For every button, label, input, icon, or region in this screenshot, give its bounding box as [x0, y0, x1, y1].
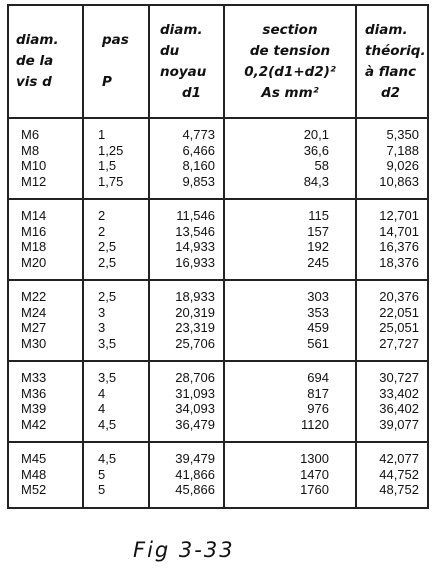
pitch-cell: 2	[83, 224, 149, 240]
thread-size-cell: M14	[8, 199, 83, 224]
thread-size-cell: M30	[8, 336, 83, 362]
pitch-cell: 3,5	[83, 361, 149, 386]
table-row	[8, 417, 428, 443]
thread-size-cell: M33	[8, 361, 83, 386]
table-row	[8, 199, 428, 224]
tensile-section-cell: 303	[224, 280, 356, 305]
table-row	[8, 255, 428, 281]
table-row	[8, 320, 428, 336]
thread-size-cell: M24	[8, 305, 83, 321]
core-diameter-cell: 9,853	[149, 174, 224, 200]
thread-size-cell: M20	[8, 255, 83, 281]
pitch-diameter-cell: 7,188	[356, 143, 428, 159]
thread-size-cell: M48	[8, 467, 83, 483]
core-diameter-cell: 25,706	[149, 336, 224, 362]
core-diameter-cell: 34,093	[149, 401, 224, 417]
tensile-section-cell: 1120	[224, 417, 356, 443]
pitch-cell: 5	[83, 467, 149, 483]
tensile-section-cell: 245	[224, 255, 356, 281]
pitch-diameter-cell: 12,701	[356, 199, 428, 224]
table-row	[8, 158, 428, 174]
table-row	[8, 482, 428, 508]
pitch-cell: 3,5	[83, 336, 149, 362]
thread-group	[8, 199, 428, 280]
header-diam-vis: diam. de la vis d	[8, 5, 83, 118]
thread-size-cell: M8	[8, 143, 83, 159]
pitch-diameter-cell: 5,350	[356, 118, 428, 143]
pitch-diameter-cell: 22,051	[356, 305, 428, 321]
pitch-diameter-cell: 18,376	[356, 255, 428, 281]
pitch-diameter-cell: 44,752	[356, 467, 428, 483]
tensile-section-cell: 1300	[224, 442, 356, 467]
metric-thread-table	[7, 4, 429, 509]
table-row	[8, 143, 428, 159]
tensile-section-cell: 976	[224, 401, 356, 417]
core-diameter-cell: 28,706	[149, 361, 224, 386]
table-row	[8, 174, 428, 200]
pitch-cell: 1,25	[83, 143, 149, 159]
pitch-diameter-cell: 42,077	[356, 442, 428, 467]
pitch-diameter-cell: 16,376	[356, 239, 428, 255]
pitch-cell: 1,5	[83, 158, 149, 174]
pitch-cell: 5	[83, 482, 149, 508]
table-row	[8, 361, 428, 386]
thread-group	[8, 280, 428, 361]
tensile-section-cell: 1470	[224, 467, 356, 483]
tensile-section-cell: 20,1	[224, 118, 356, 143]
pitch-cell: 2,5	[83, 239, 149, 255]
table-row	[8, 401, 428, 417]
table-row	[8, 467, 428, 483]
pitch-diameter-cell: 9,026	[356, 158, 428, 174]
pitch-cell: 2	[83, 199, 149, 224]
tensile-section-cell: 84,3	[224, 174, 356, 200]
figure-caption: Fig 3-33	[133, 538, 235, 562]
pitch-cell: 2,5	[83, 255, 149, 281]
pitch-diameter-cell: 39,077	[356, 417, 428, 443]
core-diameter-cell: 18,933	[149, 280, 224, 305]
thread-size-cell: M22	[8, 280, 83, 305]
pitch-cell: 1	[83, 118, 149, 143]
core-diameter-cell: 41,866	[149, 467, 224, 483]
header-row	[8, 5, 428, 118]
pitch-diameter-cell: 14,701	[356, 224, 428, 240]
pitch-cell: 1,75	[83, 174, 149, 200]
tensile-section-cell: 115	[224, 199, 356, 224]
pitch-diameter-cell: 30,727	[356, 361, 428, 386]
header-section-tension: section de tension 0,2(d1+d2)² As mm²	[224, 5, 356, 118]
table-row	[8, 305, 428, 321]
tensile-section-cell: 192	[224, 239, 356, 255]
core-diameter-cell: 13,546	[149, 224, 224, 240]
thread-size-cell: M45	[8, 442, 83, 467]
table-row	[8, 118, 428, 143]
pitch-cell: 3	[83, 320, 149, 336]
thread-size-cell: M39	[8, 401, 83, 417]
pitch-cell: 3	[83, 305, 149, 321]
tensile-section-cell: 58	[224, 158, 356, 174]
core-diameter-cell: 20,319	[149, 305, 224, 321]
pitch-diameter-cell: 25,051	[356, 320, 428, 336]
tensile-section-cell: 1760	[224, 482, 356, 508]
thread-size-cell: M16	[8, 224, 83, 240]
table-row	[8, 280, 428, 305]
pitch-cell: 4,5	[83, 417, 149, 443]
tensile-section-cell: 817	[224, 386, 356, 402]
pitch-diameter-cell: 48,752	[356, 482, 428, 508]
thread-group	[8, 442, 428, 508]
header-pas: pas P	[83, 5, 149, 118]
header-diam-flanc: diam. théoriq. à flanc d2	[356, 5, 428, 118]
tensile-section-cell: 694	[224, 361, 356, 386]
pitch-diameter-cell: 10,863	[356, 174, 428, 200]
pitch-cell: 4	[83, 401, 149, 417]
core-diameter-cell: 45,866	[149, 482, 224, 508]
thread-size-cell: M42	[8, 417, 83, 443]
thread-size-cell: M36	[8, 386, 83, 402]
core-diameter-cell: 23,319	[149, 320, 224, 336]
pitch-diameter-cell: 27,727	[356, 336, 428, 362]
pitch-diameter-cell: 36,402	[356, 401, 428, 417]
table-row	[8, 239, 428, 255]
thread-size-cell: M6	[8, 118, 83, 143]
tensile-section-cell: 353	[224, 305, 356, 321]
pitch-cell: 2,5	[83, 280, 149, 305]
pitch-diameter-cell: 20,376	[356, 280, 428, 305]
core-diameter-cell: 39,479	[149, 442, 224, 467]
table-row	[8, 442, 428, 467]
core-diameter-cell: 16,933	[149, 255, 224, 281]
thread-size-cell: M12	[8, 174, 83, 200]
table-row	[8, 336, 428, 362]
thread-size-cell: M10	[8, 158, 83, 174]
pitch-diameter-cell: 33,402	[356, 386, 428, 402]
thread-size-cell: M18	[8, 239, 83, 255]
thread-size-cell: M52	[8, 482, 83, 508]
thread-table-container	[7, 4, 427, 525]
core-diameter-cell: 4,773	[149, 118, 224, 143]
table-row	[8, 224, 428, 240]
table-row	[8, 386, 428, 402]
thread-group	[8, 361, 428, 442]
pitch-cell: 4,5	[83, 442, 149, 467]
tensile-section-cell: 157	[224, 224, 356, 240]
core-diameter-cell: 11,546	[149, 199, 224, 224]
core-diameter-cell: 31,093	[149, 386, 224, 402]
pitch-cell: 4	[83, 386, 149, 402]
header-diam-noyau: diam. du noyau d1	[149, 5, 224, 118]
tensile-section-cell: 561	[224, 336, 356, 362]
thread-size-cell: M27	[8, 320, 83, 336]
core-diameter-cell: 8,160	[149, 158, 224, 174]
thread-group	[8, 118, 428, 199]
core-diameter-cell: 14,933	[149, 239, 224, 255]
core-diameter-cell: 6,466	[149, 143, 224, 159]
core-diameter-cell: 36,479	[149, 417, 224, 443]
tensile-section-cell: 459	[224, 320, 356, 336]
tensile-section-cell: 36,6	[224, 143, 356, 159]
